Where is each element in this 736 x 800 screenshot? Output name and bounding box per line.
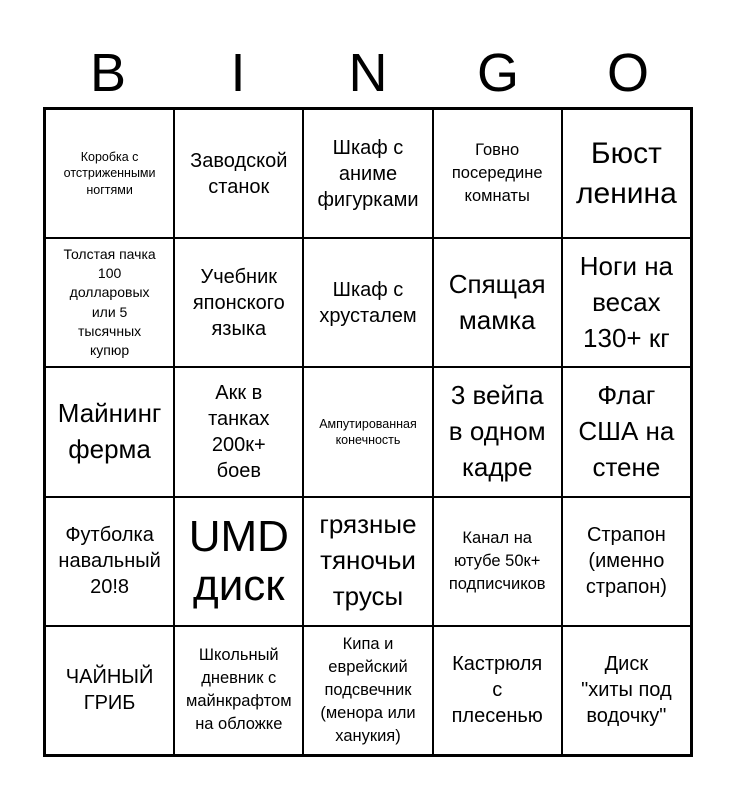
cell-text: Шкаф с хрусталем	[319, 278, 417, 327]
cell-text: Бюст ленина	[576, 137, 677, 210]
bingo-cell[interactable]	[45, 626, 174, 755]
cell-text: Ампутированная конечность	[319, 416, 417, 447]
cell-text: грязные тяночьи трусы	[319, 509, 417, 612]
bingo-cell[interactable]	[433, 109, 562, 238]
header-letter-i: I	[230, 43, 246, 103]
bingo-cell[interactable]	[433, 626, 562, 755]
bingo-board	[43, 107, 693, 757]
cell-text: Акк в танках 200к+ боев	[208, 381, 270, 482]
header-letter-n: N	[348, 43, 388, 103]
cell-text: Футболка навальный 20!8	[58, 524, 161, 599]
bingo-cell[interactable]	[174, 109, 303, 238]
bingo-cell[interactable]	[562, 238, 691, 367]
cell-text: Спящая мамка	[448, 268, 546, 335]
cell-text: Флаг США на стене	[578, 380, 675, 482]
cell-text: Кипа и еврейский подсвечник (менора или ханукия)	[320, 634, 416, 746]
bingo-cell[interactable]	[562, 109, 691, 238]
bingo-header	[43, 40, 693, 106]
bingo-cell[interactable]	[45, 497, 174, 626]
bingo-cell[interactable]	[303, 497, 432, 626]
bingo-cell[interactable]	[562, 367, 691, 496]
cell-text: Учебник японского языка	[192, 265, 285, 340]
cell-text: 3 вейпа в одном кадре	[448, 380, 546, 482]
bingo-cell[interactable]	[174, 626, 303, 755]
cell-text: ЧАЙНЫЙ ГРИБ	[65, 666, 154, 715]
bingo-cell[interactable]	[303, 367, 432, 496]
bingo-cell[interactable]	[562, 497, 691, 626]
cell-text: Майнинг ферма	[57, 398, 162, 464]
bingo-cell[interactable]	[45, 109, 174, 238]
cell-text: Шкаф с аниме фигурками	[317, 136, 419, 211]
bingo-cell[interactable]	[174, 367, 303, 496]
cell-text: Толстая пачка 100 долларовых или 5 тысячных купюр	[63, 245, 156, 359]
bingo-cell[interactable]	[45, 238, 174, 367]
bingo-cell[interactable]	[45, 367, 174, 496]
cell-text: Страпон (именно страпон)	[585, 524, 667, 599]
cell-text: Говно посередине комнаты	[451, 140, 543, 206]
bingo-cell[interactable]	[303, 109, 432, 238]
cell-text: Ноги на весах 130+ кг	[579, 250, 674, 353]
bingo-cell[interactable]	[562, 626, 691, 755]
header-letter-o: O	[606, 43, 649, 103]
cell-text: Диск "хиты под водочку"	[581, 653, 672, 728]
cell-text: Кастрюля с плесенью	[451, 653, 543, 728]
header-letter-g: G	[476, 43, 519, 103]
cell-text: Школьный дневник с майнкрафтом на обложке	[186, 646, 292, 734]
cell-text: Заводской станок	[190, 149, 288, 198]
cell-text: UMD диск	[188, 511, 289, 611]
bingo-cell[interactable]	[433, 238, 562, 367]
header-letter-b: B	[89, 43, 127, 103]
bingo-cell[interactable]	[174, 238, 303, 367]
cell-text: Коробка с отстриженными ногтями	[63, 150, 156, 197]
bingo-cell[interactable]	[303, 626, 432, 755]
bingo-cell[interactable]	[303, 238, 432, 367]
bingo-cell[interactable]	[433, 497, 562, 626]
bingo-cell[interactable]	[174, 497, 303, 626]
bingo-cell[interactable]	[433, 367, 562, 496]
cell-text: Канал на ютубе 50к+ подписчиков	[448, 528, 546, 593]
